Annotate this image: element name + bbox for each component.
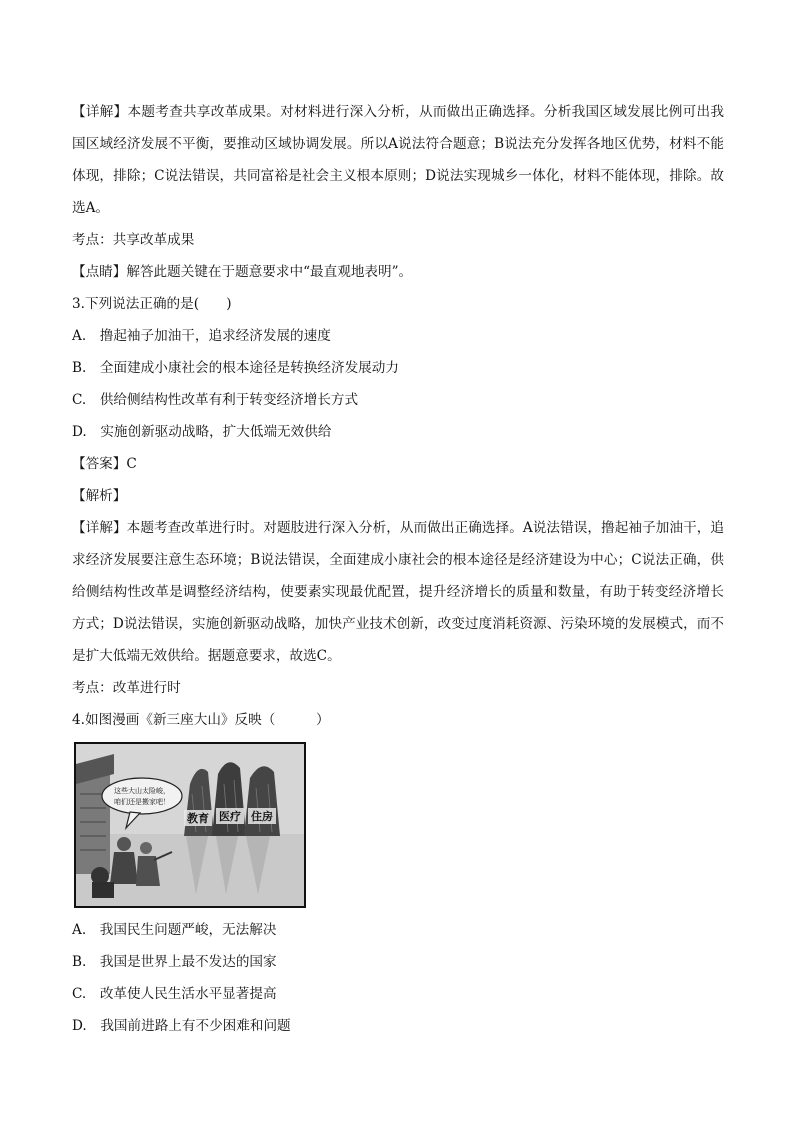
q2-detail: 【详解】本题考查共享改革成果。对材料进行深入分析，从而做出正确选择。分析我国区域发展比例可出我国区域经济发展不平衡，要推动区域协调发展。所以A说法符合题意；B说法充分发挥各地区优势，材料不能体现，排除；C说法错误，共同富裕是社会主义根本原则；D说法实现城乡一体化，材料不能体现，排除。故选A。 <box>72 104 724 216</box>
mountain-label-education: 教育 <box>187 812 209 825</box>
q3-option-b: B. 全面建成小康社会的根本途径是转换经济发展动力 <box>72 360 399 376</box>
speech-line-1: 这些大山太险峻， <box>114 787 170 795</box>
q4-stem: 4.如图漫画《新三座大山》反映（ ） <box>72 712 330 728</box>
q3-option-c: C. 供给侧结构性改革有利于转变经济增长方式 <box>72 392 359 408</box>
mountain-label-housing: 住房 <box>251 810 273 823</box>
q4-option-d: D. 我国前进路上有不少困难和问题 <box>72 1018 291 1034</box>
q3-option-d: D. 实施创新驱动战略，扩大低端无效供给 <box>72 424 332 440</box>
q4-option-c: C. 改革使人民生活水平显著提高 <box>72 986 277 1002</box>
q3-detail: 【详解】本题考查改革进行时。对题肢进行深入分析，从而做出正确选择。A说法错误，撸起袖子加油干，追求经济发展要注意生态环境；B说法错误，全面建成小康社会的根本途径是经济建设为中心；C说法正确，供给侧结构性改革是调整经济结构，使要素实现最优配置，提升经济增长的质量和数量，有助于转变经济增长方式；D说法错误，实施创新驱动战略，加快产业技术创新，改变过度消耗资源、污染环境的发展模式，而不是扩大低端无效供给。据题意要求，故选C。 <box>72 520 724 664</box>
q3-kaodian: 考点：改革进行时 <box>72 680 181 696</box>
q3-answer: 【答案】C <box>72 456 137 472</box>
document-page <box>72 96 724 1042</box>
cartoon-image <box>74 742 306 908</box>
q4-option-b: B. 我国是世界上最不发达的国家 <box>72 954 277 970</box>
q2-dianjing: 【点睛】解答此题关键在于题意要求中“最直观地表明”。 <box>72 264 413 280</box>
q4-option-a: A. 我国民生问题严峻，无法解决 <box>72 922 277 938</box>
cartoon-drawing <box>76 744 304 906</box>
q3-option-a: A. 撸起袖子加油干，追求经济发展的速度 <box>72 328 331 344</box>
speech-line-2: 咱们还是搬家吧！ <box>114 798 170 806</box>
q3-stem: 3.下列说法正确的是( ) <box>72 296 232 312</box>
q2-kaodian: 考点：共享改革成果 <box>72 232 195 248</box>
mountain-label-medical: 医疗 <box>219 810 241 823</box>
q3-jiexi: 【解析】 <box>72 488 127 504</box>
